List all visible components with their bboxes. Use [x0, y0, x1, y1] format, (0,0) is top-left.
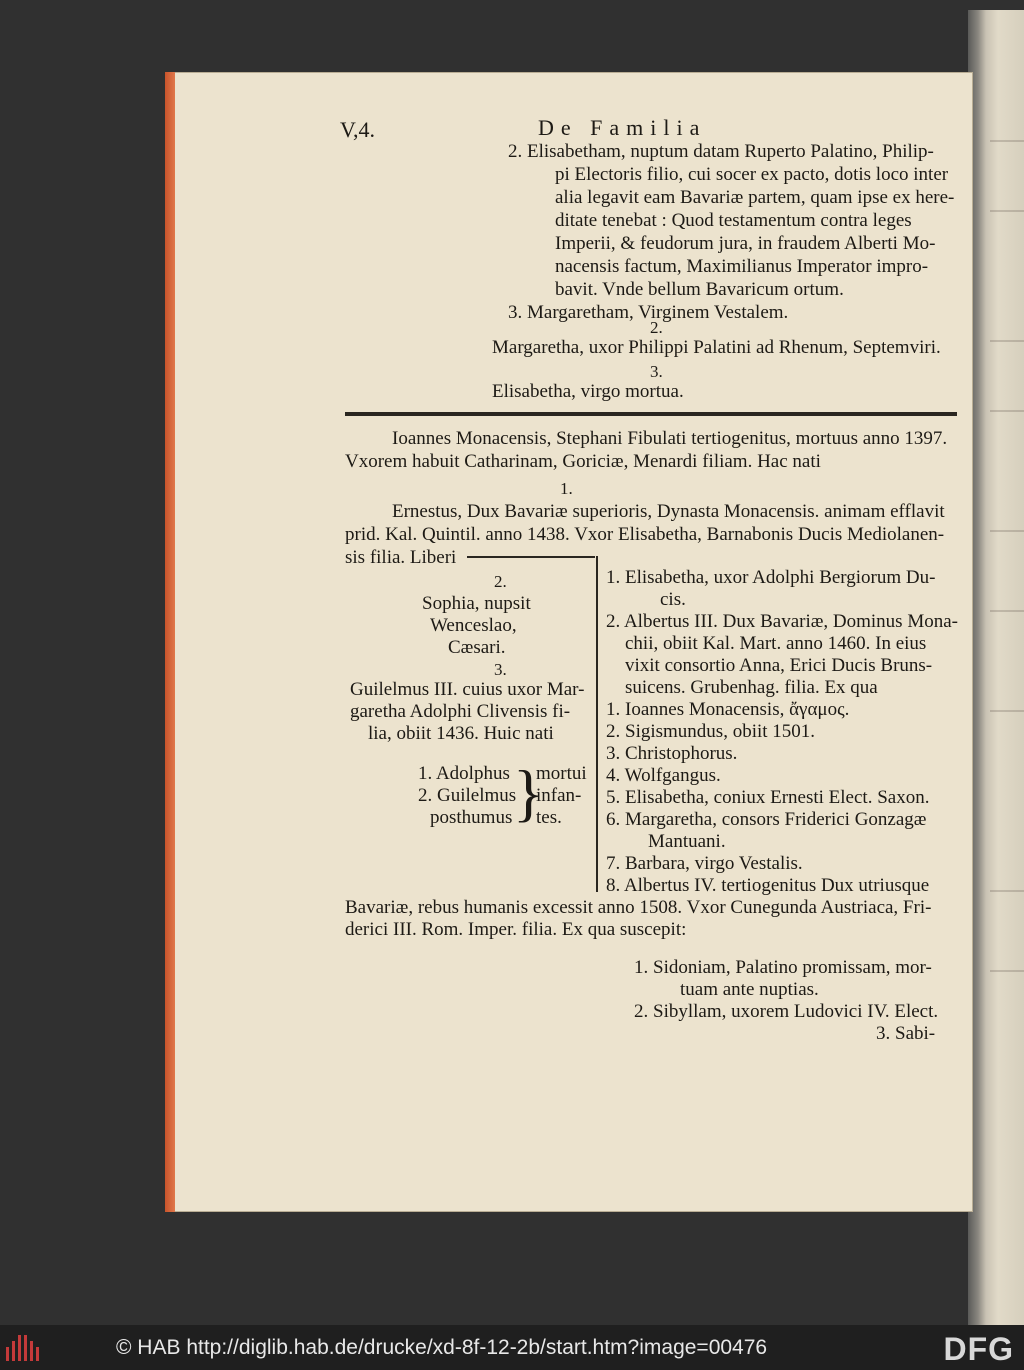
dfg-logo: DFG — [943, 1331, 1014, 1367]
text-line: 1. Elisabetha, uxor Adolphi Bergiorum Du- — [606, 567, 936, 588]
entry-number: 2. — [650, 318, 663, 337]
footer-bar — [0, 1325, 1024, 1370]
text-line: Wenceslao, — [430, 615, 517, 636]
signature-mark: V,4. — [340, 117, 376, 142]
text-line: 2. Elisabetham, nuptum datam Ruperto Palatino, Philip- — [508, 141, 934, 162]
text-line: 8. Albertus IV. tertiogenitus Dux utriusque — [606, 875, 930, 896]
entry-number: 2. — [494, 572, 507, 591]
text-line: Sophia, nupsit — [422, 593, 531, 614]
text-line: Margaretha, uxor Philippi Palatini ad Rhenum, Septemviri. — [492, 337, 941, 358]
text-line: 3. Christophorus. — [606, 743, 738, 764]
text-line: bavit. Vnde bellum Bavaricum ortum. — [555, 279, 844, 300]
text-line: vixit consortio Anna, Erici Ducis Bruns- — [625, 655, 933, 676]
text-line: Cæsari. — [448, 637, 506, 658]
text-line: garetha Adolphi Clivensis fi- — [350, 701, 571, 722]
next-page-edge — [968, 10, 1024, 1325]
text-line: 2. Albertus III. Dux Bavariæ, Dominus Mona- — [606, 611, 958, 632]
text-line: mortui — [536, 763, 587, 784]
text-line: alia legavit eam Bavariæ partem, quam ipse ex here- — [555, 187, 955, 208]
text-line: suicens. Grubenhag. filia. Ex qua — [625, 677, 878, 698]
text-line: pi Electoris filio, cui socer ex pacto, dotis loco inter — [555, 164, 949, 185]
entry-number: 1. — [560, 479, 573, 498]
section-rule — [345, 412, 957, 416]
text-line: lia, obiit 1436. Huic nati — [368, 723, 554, 744]
text-line: Mantuani. — [648, 831, 726, 852]
entry-number: 3. — [650, 362, 663, 381]
text-line: Bavariæ, rebus humanis excessit anno 1508. Vxor Cunegunda Austriaca, Fri- — [345, 897, 932, 918]
text-line: Guilelmus III. cuius uxor Mar- — [350, 679, 585, 700]
catchword: 3. Sabi- — [876, 1023, 936, 1044]
text-line: 1. Adolphus — [418, 763, 510, 784]
text-line: 3. Margaretham, Virginem Vestalem. — [508, 302, 789, 323]
genealogy-bracket-line — [596, 556, 598, 892]
text-line: sis filia. Liberi — [345, 547, 457, 568]
text-line: 2. Sibyllam, uxorem Ludovici IV. Elect. — [634, 1001, 939, 1022]
text-line: Imperii, & feudorum jura, in fraudem Alberti Mo- — [555, 233, 936, 254]
text-line: Elisabetha, virgo mortua. — [492, 381, 684, 402]
text-line: derici III. Rom. Imper. filia. Ex qua suscepit: — [345, 919, 687, 940]
text-line: nacensis factum, Maximilianus Imperator impro- — [555, 256, 929, 277]
text-line: ditate tenebat : Quod testamentum contra leges — [555, 210, 912, 231]
text-line: Ernestus, Dux Bavariæ superioris, Dynasta Monacensis. animam efflavit — [392, 501, 945, 522]
text-line: infan- — [536, 785, 582, 806]
page-red-edge — [165, 72, 175, 1212]
text-line: chii, obiit Kal. Mart. anno 1460. In eius — [625, 633, 927, 654]
text-line: 2. Guilelmus — [418, 785, 517, 806]
text-line: cis. — [660, 589, 686, 610]
entry-number: 3. — [494, 660, 507, 679]
text-line: tes. — [536, 807, 562, 828]
text-line: Ioannes Monacensis, Stephani Fibulati tertiogenitus, mortuus anno 1397. — [392, 428, 948, 449]
liberi-connector — [467, 556, 595, 558]
text-line: 6. Margaretha, consors Friderici Gonzagæ — [606, 809, 927, 830]
text-line: 2. Sigismundus, obiit 1501. — [606, 721, 816, 742]
text-line: 7. Barbara, virgo Vestalis. — [606, 853, 803, 874]
text-line: 4. Wolfgangus. — [606, 765, 721, 786]
copyright-url[interactable]: © HAB http://diglib.hab.de/drucke/xd-8f-12-2b/start.htm?image=00476 — [116, 1336, 768, 1359]
text-line: 1. Ioannes Monacensis, ἄγαμος. — [606, 699, 850, 720]
brace-glyph: } — [513, 757, 544, 828]
text-line: 5. Elisabetha, coniux Ernesti Elect. Saxon. — [606, 787, 930, 808]
text-line: tuam ante nuptias. — [680, 979, 819, 1000]
text-line: prid. Kal. Quintil. anno 1438. Vxor Elisabetha, Barnabonis Ducis Mediolanen- — [345, 524, 945, 545]
hab-logo-icon — [6, 1335, 48, 1361]
text-line: 1. Sidoniam, Palatino promissam, mor- — [634, 957, 932, 978]
text-line: Vxorem habuit Catharinam, Goriciæ, Menardi filiam. Hac nati — [345, 451, 821, 472]
text-line: posthumus — [430, 807, 513, 828]
running-head: De Familia — [538, 115, 707, 140]
